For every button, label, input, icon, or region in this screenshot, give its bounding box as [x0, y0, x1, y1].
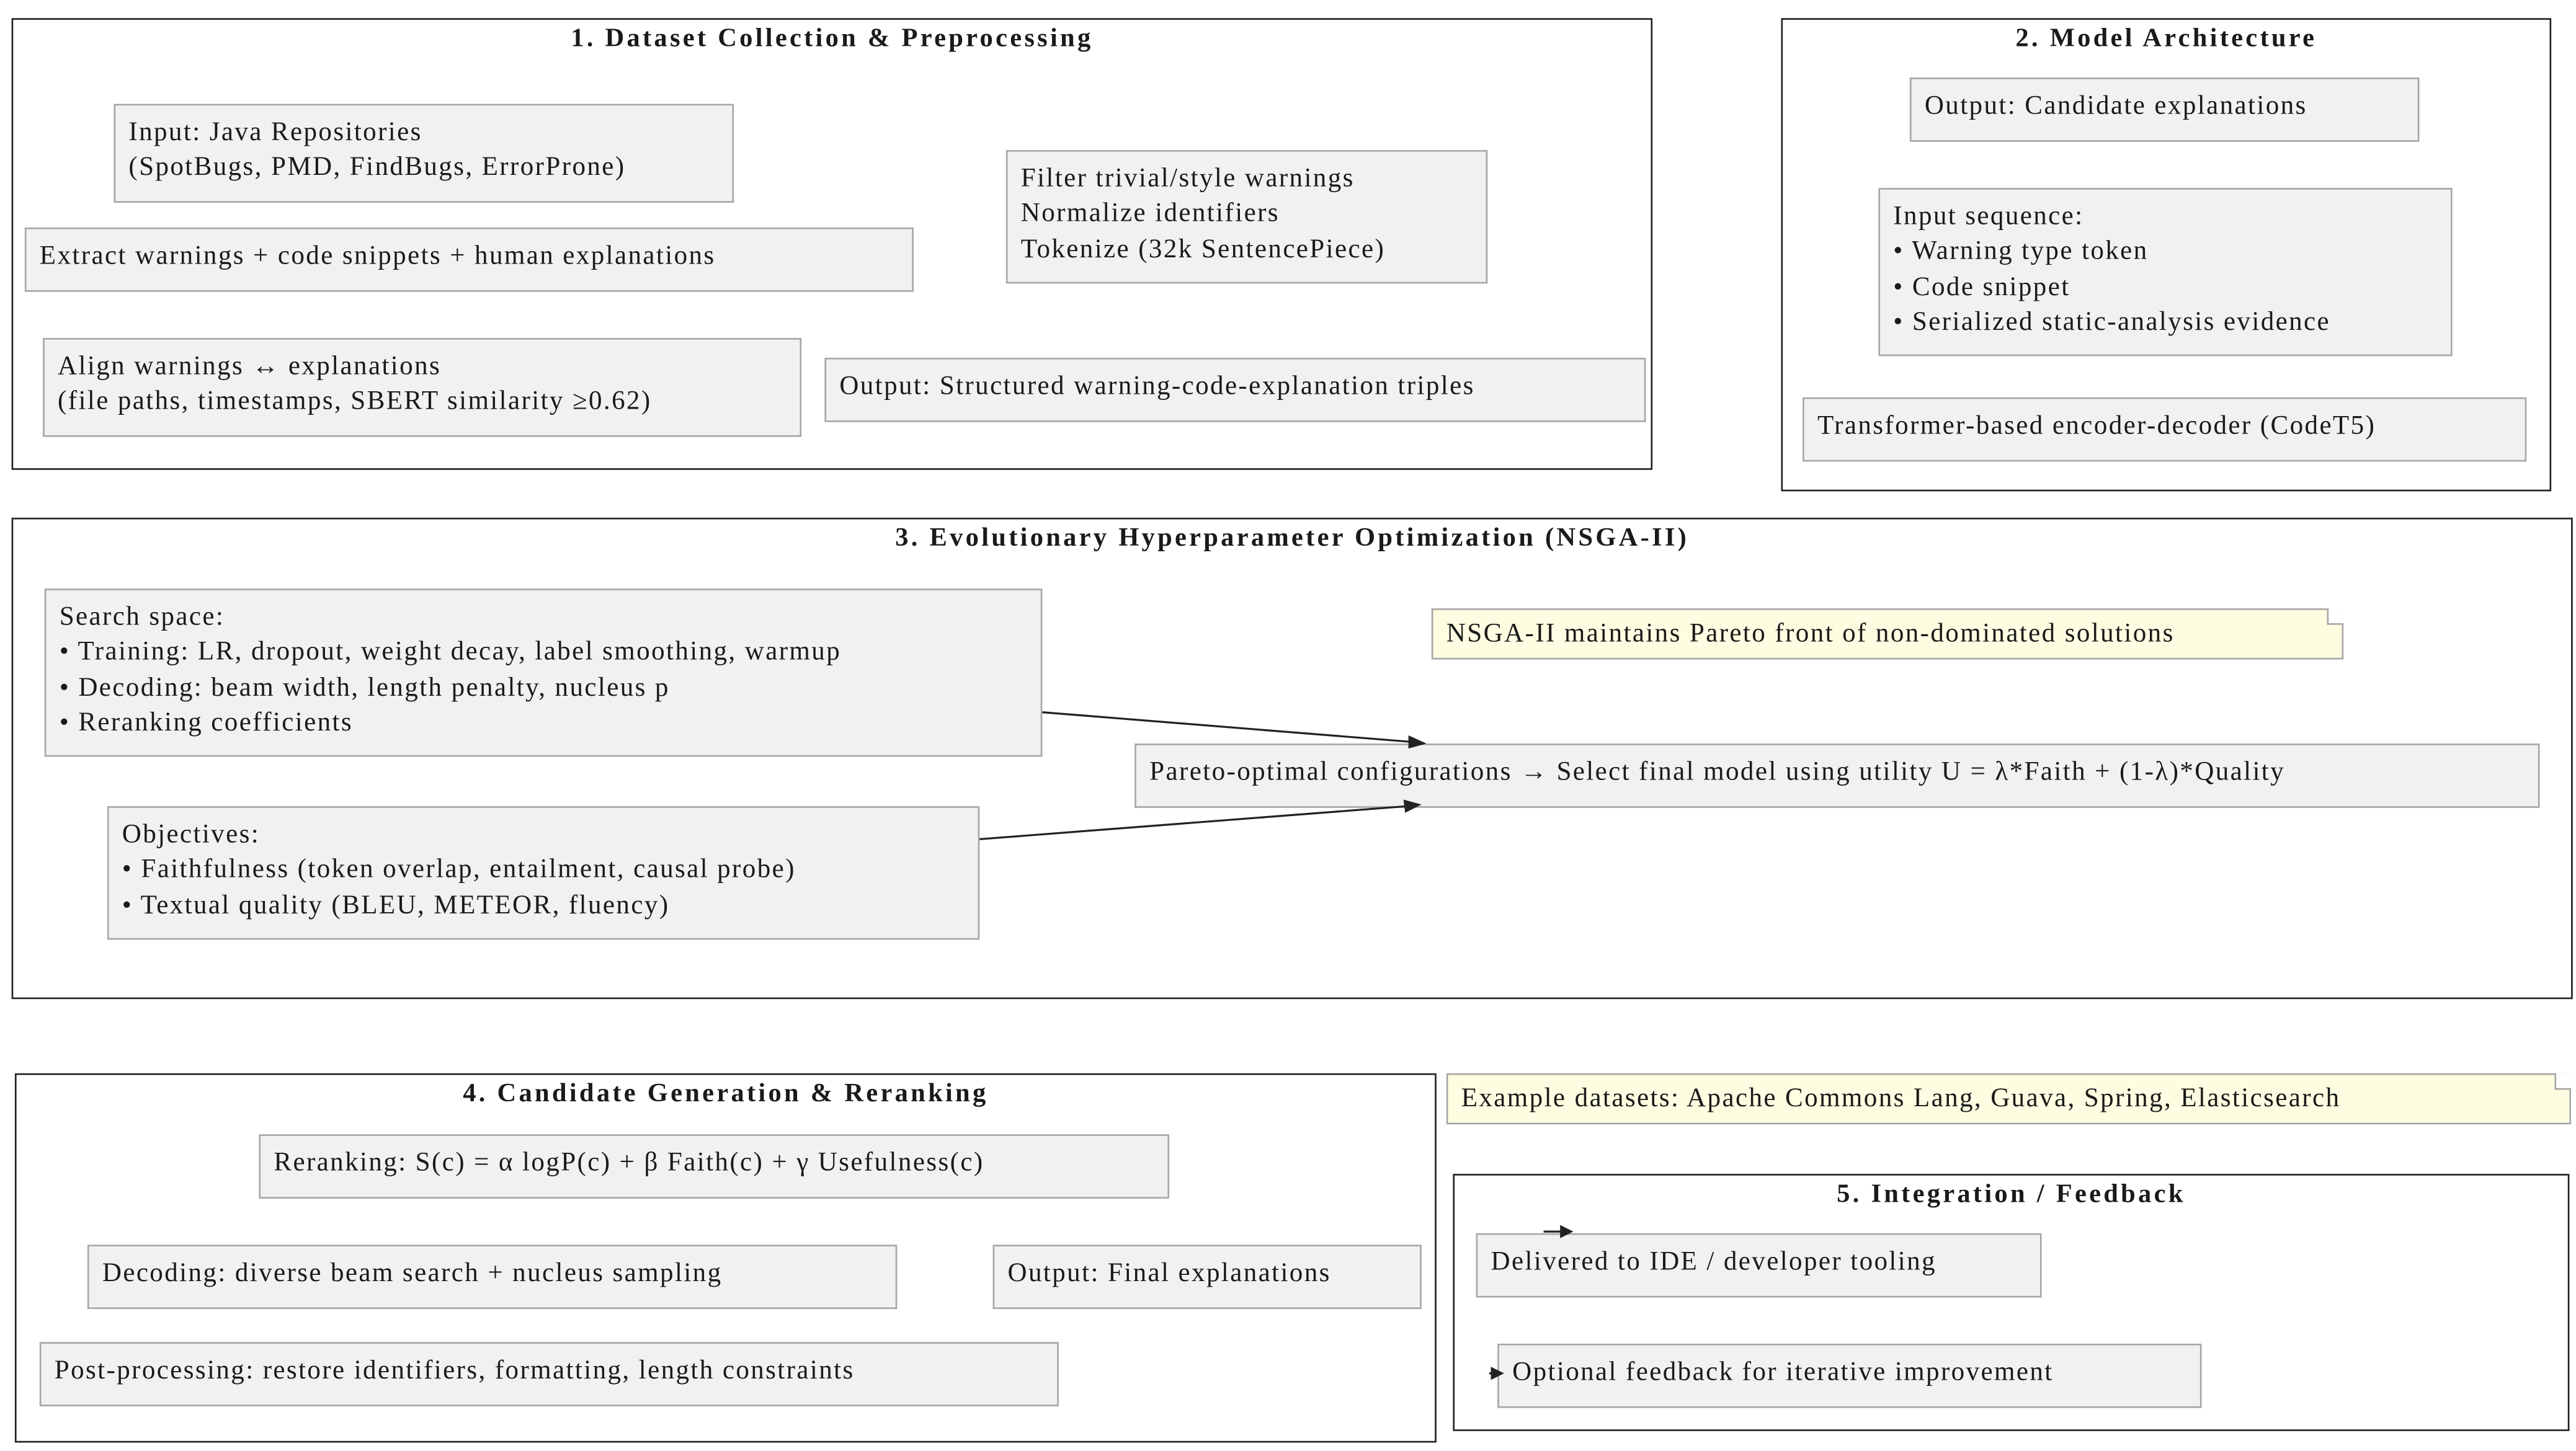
node-line: Filter trivial/style warnings — [1020, 163, 1355, 193]
node-filter-normalize-tokenize — [1006, 150, 1487, 283]
node-line: • Textual quality (BLEU, METEOR, fluency) — [122, 889, 670, 920]
package-title: 1. Dataset Collection & Preprocessing — [571, 24, 1094, 53]
node-line: Reranking: S(c) = α logP(c) + β Faith(c) + γ Usefulness(c) — [274, 1147, 984, 1178]
node-line: Normalize identifiers — [1020, 198, 1280, 228]
node-line: Transformer-based encoder-decoder (CodeT5) — [1817, 410, 2376, 440]
node-line: (SpotBugs, PMD, FindBugs, ErrorProne) — [128, 152, 626, 182]
node-output-candidate-explanations — [1910, 78, 2420, 142]
node-line: Output: Candidate explanations — [1924, 91, 2307, 121]
node-line: Input sequence: — [1893, 201, 2084, 231]
note-text: Example datasets: Apache Commons Lang, Guava, Spring, Elasticsearch — [1461, 1083, 2341, 1113]
node-line: Pareto-optimal configurations → Select final model using utility U = λ*Faith + (1-λ)*Quality — [1149, 757, 2286, 787]
node-pareto-optimal-configurations — [1134, 743, 2539, 808]
node-line: • Reranking coefficients — [59, 707, 353, 737]
node-line: Optional feedback for iterative improvement — [1512, 1357, 2054, 1387]
node-line: Input: Java Repositories — [128, 117, 422, 147]
node-line: Align warnings ↔ explanations — [58, 351, 442, 381]
node-optional-feedback — [1497, 1344, 2201, 1408]
node-line: Search space: — [59, 601, 225, 632]
node-line: • Warning type token — [1893, 236, 2149, 266]
node-line: Objectives: — [122, 819, 261, 850]
node-line: Tokenize (32k SentencePiece) — [1020, 233, 1386, 264]
node-line: Output: Final explanations — [1007, 1258, 1331, 1288]
package-title: 4. Candidate Generation & Reranking — [463, 1080, 989, 1108]
node-objectives — [107, 806, 980, 939]
node-extract-warnings — [25, 228, 914, 292]
node-output-final-explanations — [993, 1245, 1422, 1309]
node-line: Output: Structured warning-code-explanation triples — [839, 371, 1475, 401]
note-fold-corner — [2327, 608, 2344, 625]
node-line: Delivered to IDE / developer tooling — [1491, 1246, 1936, 1276]
note-example-datasets — [1446, 1073, 2571, 1124]
node-line: • Serialized static-analysis evidence — [1893, 306, 2331, 337]
node-reranking-score — [259, 1134, 1169, 1199]
node-line: • Faithfulness (token overlap, entailment, causal probe) — [122, 854, 796, 884]
node-decoding — [87, 1245, 897, 1309]
package-title: 3. Evolutionary Hyperparameter Optimization (NSGA-II) — [895, 524, 1690, 552]
node-line: Decoding: diverse beam search + nucleus sampling — [102, 1258, 723, 1288]
node-line: • Code snippet — [1893, 271, 2070, 301]
note-fold-corner — [2554, 1073, 2571, 1090]
node-line: • Decoding: beam width, length penalty, nucleus p — [59, 672, 670, 702]
node-line: Extract warnings + code snippets + human explanations — [39, 241, 716, 271]
node-output-triples — [824, 358, 1646, 422]
node-post-processing — [40, 1342, 1059, 1406]
node-transformer-codet5 — [1803, 397, 2526, 462]
node-line: • Training: LR, dropout, weight decay, label smoothing, warmup — [59, 637, 842, 667]
note-text: NSGA-II maintains Pareto front of non-dominated solutions — [1446, 618, 2175, 648]
note-nsga-pareto-front — [1432, 608, 2343, 659]
node-line: (file paths, timestamps, SBERT similarity ≥0.62) — [58, 386, 652, 416]
node-line: Post-processing: restore identifiers, formatting, length constraints — [54, 1355, 855, 1385]
node-search-space — [45, 588, 1043, 757]
node-input-java-repositories — [114, 104, 734, 203]
package-title: 5. Integration / Feedback — [1837, 1180, 2186, 1209]
node-input-sequence — [1878, 188, 2452, 356]
package-title: 2. Model Architecture — [2015, 24, 2317, 53]
node-align-warnings — [43, 338, 801, 437]
node-delivered-to-ide — [1476, 1233, 2042, 1298]
